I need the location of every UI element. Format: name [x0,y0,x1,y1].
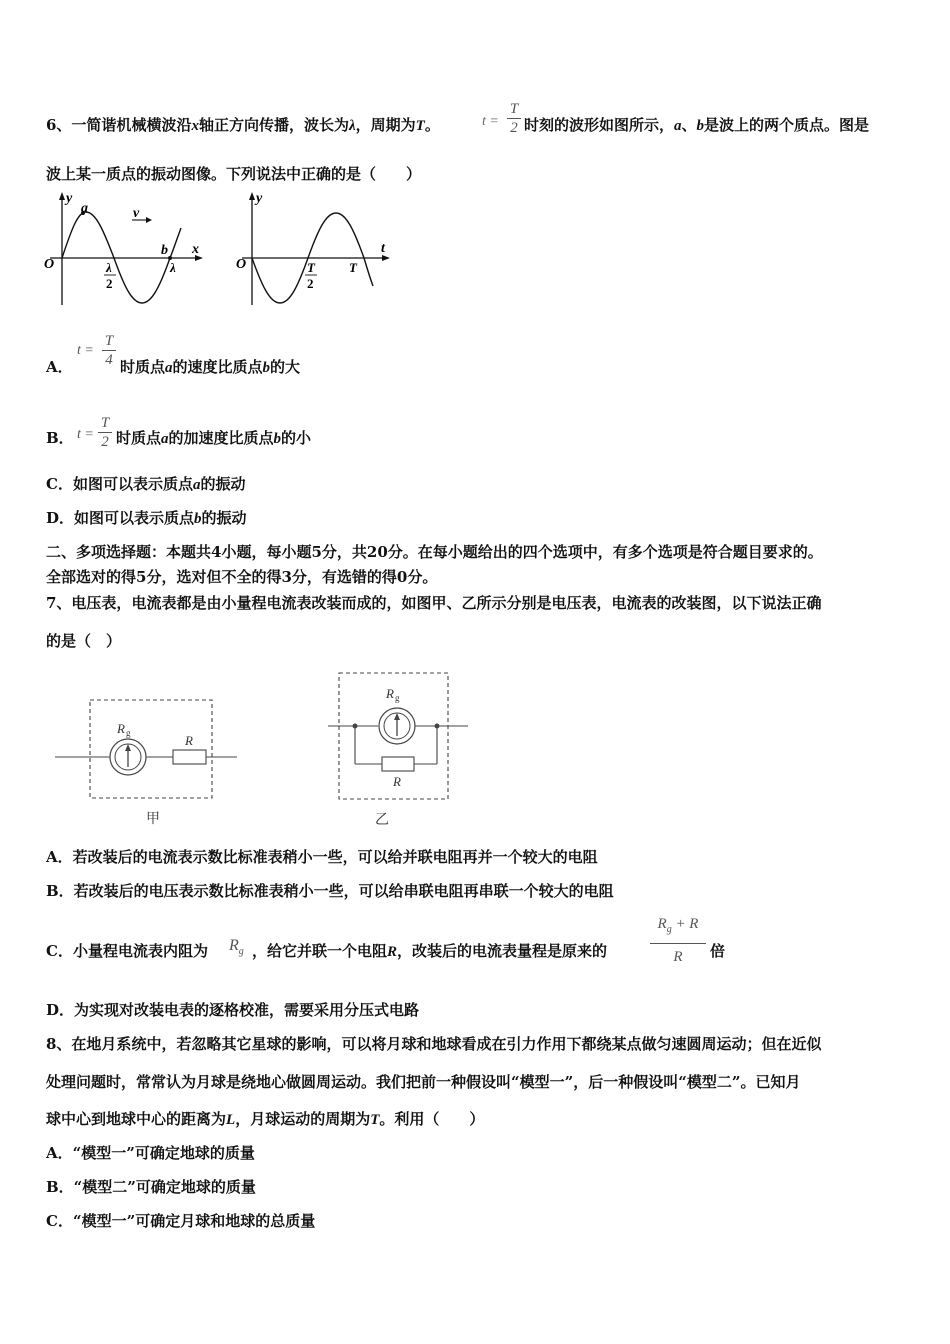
fraction-bar [650,943,706,944]
q6-stem-text: 6、一简谐机械横波沿 [46,116,192,134]
var-b: b [262,360,271,376]
plus-R: + R [675,916,699,932]
var-b: b [696,118,705,134]
fraction-bar [102,350,116,351]
q7-stem-line2: 的是（ ） [46,632,122,650]
q6-stem-line2: 波上某一质点的振动图像。下列说法中正确的是（ ） [46,165,422,183]
option-text: ，给它并联一个电阻 [252,942,388,960]
var-b: b [194,511,202,527]
subscript-g: g [666,924,672,935]
var-a: a [674,118,682,134]
q8-stem-text: ，月球运动的周期为 [235,1110,371,1128]
q7-option-c [46,940,208,962]
tick-T: T [349,260,357,275]
option-text: 如图可以表示质点 [74,509,195,527]
option-label: C． [46,475,73,493]
q6-stem-line1-tail [524,114,869,137]
var-R: R [387,944,398,960]
var-R: R [657,916,667,932]
label-a: a [81,201,88,216]
option-text: ，改装后的电流表量程是原来的 [397,942,608,960]
tick-lambda: λ [170,260,176,275]
var-lambda: λ [348,118,356,134]
q8-option-c: C．“模型一”可确定月球和地球的总质量 [46,1212,316,1230]
var-x: x [191,118,199,134]
tick-lambda-half-den: 2 [106,276,113,291]
q7-figure-jia [55,695,245,835]
q8-stem-text: 球中心到地球中心的距离为 [46,1110,227,1128]
numerator: T [509,101,519,117]
separator: 、 [681,116,697,134]
q6-option-b-label: B． [46,429,74,447]
q7-option-c-Rg [229,937,244,957]
label-origin: O [44,257,55,272]
option-text: 的大 [270,358,301,376]
option-text: 的小 [281,429,312,447]
q7-option-c-mid [252,940,607,963]
option-label: D． [46,509,75,527]
q6-stem-text: 。 [424,116,440,134]
q8-stem-line2: 处理问题时，常常认为月球是绕地心做圆周运动。我们把前一种假设叫“模型一”，后一种假设叫“模型二”。已知月 [46,1073,801,1091]
var-L: L [226,1112,236,1128]
label-t: t [381,241,385,256]
var-a: a [161,431,169,447]
resistor-R [382,757,414,771]
label-Rg-subscript: g [126,728,131,738]
denominator: R [673,949,683,965]
resistor-R [173,750,206,764]
tick-T-half-num: T [307,260,315,275]
q6-fraction-T-over-2 [507,101,521,136]
option-text: 的速度比质点 [172,358,263,376]
needle-arrowhead [125,744,131,751]
label-origin: O [236,257,247,272]
q8-option-a: A．“模型一”可确定地球的质量 [46,1144,255,1162]
option-text: 时质点 [116,429,162,447]
q7-option-c-fraction [650,916,706,965]
fraction-bar [98,432,112,433]
subscript-g: g [238,946,244,958]
q8-stem-line3 [46,1108,484,1131]
q6-stem-text: ，周期为 [355,116,416,134]
option-text: 时质点 [120,358,166,376]
label-R: R [185,733,193,748]
q6-eq-t: t = [482,114,499,129]
q6-stem-line1 [46,114,440,137]
q7-option-a: A．若改装后的电流表示数比标准表稍小一些，可以给并联电阻再并一个较大的电阻 [46,848,598,866]
q6-option-b-text [116,427,311,450]
numerator [650,916,706,938]
q6-option-c [46,473,245,496]
label-Rg: R [117,721,125,736]
tick-T-half-den: 2 [307,276,314,291]
q6-option-a-label: A． [46,358,73,376]
label-b: b [161,243,168,258]
needle-arrowhead [394,713,400,720]
caption-jia: 甲 [146,812,160,827]
tick-lambda-half-num: λ [106,260,112,275]
q6-option-b-fraction [98,415,112,450]
q7-option-b: B．若改装后的电压表示数比标准表稍小一些，可以给串联电阻再串联一个较大的电阻 [46,882,614,900]
q6-option-d [46,507,247,530]
section2-heading-line1: 二、多项选择题：本题共4小题，每小题5分，共20分。在每小题给出的四个选项中，有多个选项是符合题目要求的。 [46,543,823,561]
var-a: a [165,360,173,376]
q7-stem-line1: 7、电压表，电流表都是由小量程电流表改装而成的，如图甲、乙所示分别是电压表，电流表的改装图，以下说法正确 [46,594,822,612]
label-x: x [192,242,199,257]
numerator: T [100,415,110,431]
q6-wave-graph [40,190,215,310]
option-text: 的振动 [200,475,246,493]
q6-option-a-text [120,356,300,379]
section2-heading-line2: 全部选对的得5分，选对但不全的得3分，有选错的得0分。 [46,568,438,586]
q6-stem-text: 轴正方向传播，波长为 [198,116,349,134]
q8-option-b: B．“模型二”可确定地球的质量 [46,1178,256,1196]
label-Rg-subscript: g [395,693,400,703]
q7-figure-yi [325,668,475,838]
q6-option-b-eq: t = [77,427,94,442]
option-text: 如图可以表示质点 [72,475,193,493]
velocity-arrowhead [146,217,152,223]
label-y: y [256,191,263,206]
label-v: v [133,206,140,221]
q6-stem-text: 时刻的波形如图所示， [524,116,675,134]
denominator: 2 [101,434,109,450]
numerator: T [104,333,114,349]
label-R: R [393,774,401,789]
y-axis-arrow [249,192,255,200]
q8-stem-text: 。利用（ ） [379,1110,485,1128]
q6-vibration-graph [232,190,397,310]
option-text: C．小量程电流表内阻为 [46,942,208,960]
q7-option-c-end: 倍 [710,942,726,960]
label-Rg: R [386,686,394,701]
q7-option-d: D．为实现对改装电表的逐格校准，需要采用分压式电路 [46,1001,420,1019]
y-axis-arrow [59,192,65,200]
var-b: b [273,431,282,447]
denominator: 2 [510,120,518,136]
q6-option-a-fraction [102,333,116,368]
var-T: T [370,1112,380,1128]
q8-stem-line1: 8、在地月系统中，若忽略其它星球的影响，可以将月球和地球看成在引力作用下都绕某点做匀速圆周运动；但在近似 [46,1035,822,1053]
var-R: R [229,937,239,954]
dashed-box [90,700,212,798]
caption-yi: 乙 [375,813,389,828]
fraction-bar [507,118,521,119]
label-y: y [66,191,73,206]
option-text: 的振动 [201,509,247,527]
q6-stem-text: 是波上的两个质点。图是 [704,116,870,134]
q6-option-a-eq: t = [77,343,94,358]
var-T: T [415,118,425,134]
var-a: a [192,477,201,493]
option-text: 的加速度比质点 [168,429,274,447]
denominator: 4 [105,352,113,368]
